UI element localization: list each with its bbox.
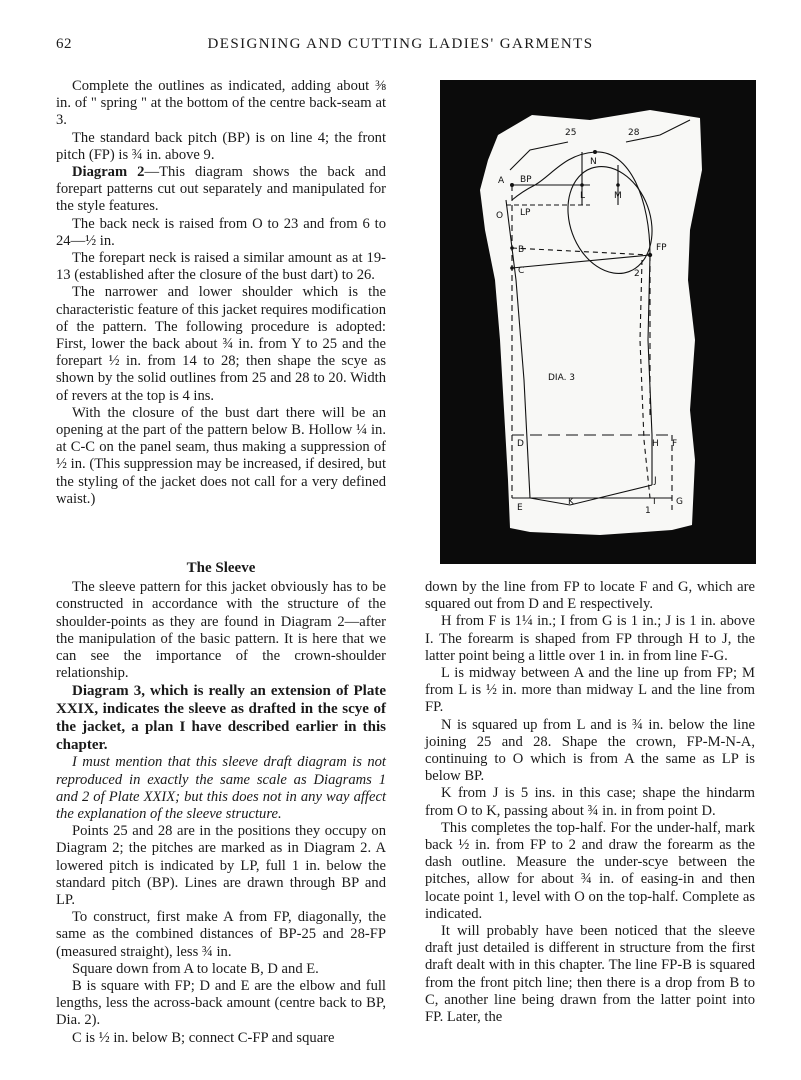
dia-label: O: [496, 211, 504, 221]
dia-label: C: [518, 266, 525, 276]
page-number: 62: [56, 36, 72, 52]
dia-label: E: [517, 503, 523, 513]
paragraph: The sleeve pattern for this jacket obviously has to be constructed in accordance with the structure of the shoulder-points as they are found in Diagram 2—after the manipulation of the basic pattern. It is here that we can see the importance of the crown-shoulder relationship.: [56, 579, 386, 682]
paragraph: The narrower and lower shoulder which is the characteristic feature of this jacket requires modification of the pattern. The following procedure is adopted: First, lower the back about ¾ in. from Y to 25 and the forepart ½ in. from 14 to 28; then shape the scye as shown by the solid outlines from 25 and 28 to 20. Width of revers at the top is 4 ins.: [56, 284, 386, 404]
dia-label: D: [517, 439, 524, 449]
dia-label: K: [568, 497, 574, 507]
dia-label: 1: [645, 506, 651, 516]
paragraph: To construct, first make A from FP, diagonally, the same as the combined distances of BP-25 and 28-FP (measured straight), less ¾ in.: [56, 909, 386, 960]
dia-label: L: [580, 191, 586, 201]
paragraph: Complete the outlines as indicated, adding about ⅜ in. of " spring " at the bottom of the centre back-seam at 3.: [56, 78, 386, 129]
dia-label: B: [518, 245, 525, 255]
paragraph: The forepart neck is raised a similar amount as at 19-13 (established after the closure of the bust dart) to 26.: [56, 250, 386, 284]
paragraph: With the closure of the bust dart there will be an opening at the part of the pattern below B. Hollow ¼ in. at C-C on the panel seam, thus making a suppression of ½ in. (This suppression may be increased, if desired, but the styling of the jacket does not call for a very defined waist.): [56, 404, 386, 507]
dia-label: BP: [520, 175, 532, 185]
right-column: [425, 579, 755, 1026]
diagram-title: DIA. 3: [548, 373, 576, 383]
paragraph: The back neck is raised from O to 23 and from 6 to 24—½ in.: [56, 215, 386, 249]
diagram-3-figure: [440, 80, 756, 564]
paragraph: down by the line from FP to locate F and G, which are squared out from D and E respectively.: [425, 579, 755, 613]
dia-label: G: [676, 497, 683, 507]
diagram-2-label: Diagram 2: [72, 164, 145, 181]
page-header: [46, 36, 755, 60]
dia-label: J: [654, 476, 657, 486]
paragraph: This completes the top-half. For the under-half, mark back ½ in. from FP to 2 and draw the forearm as the dash outline. Measure the under-scye between the pitches, allow for about ¾ in. of easing-in and then locate point 1, level with O on the top-half. Complete as indicated.: [425, 819, 755, 922]
dia-label: H: [652, 439, 659, 449]
section-heading: The Sleeve: [186, 560, 256, 576]
paragraph-bold: Diagram 3, which is really an extension of Plate XXIX, indicates the sleeve as drafted in the scye of the jacket, a plan I have described earlier in this chapter.: [56, 683, 386, 754]
paper-cutout: [480, 110, 702, 535]
paragraph: It will probably have been noticed that the sleeve draft just detailed is different in structure from the first draft dealt with in this chapter. The line FP-B is squared from the front pitch line; then there is a drop from B to C, another line being drawn from the latter point into FP. Later, the: [425, 923, 755, 1026]
paragraph: K from J is 5 ins. in this case; shape the hindarm from O to K, passing about ¾ in. in from point D.: [425, 785, 755, 819]
paragraph: H from F is 1¼ in.; I from G is 1 in.; J is 1 in. above I. The forearm is shaped from FP through H to J, the latter point being a little over 1 in. in from line F-G.: [425, 613, 755, 664]
paragraph: Points 25 and 28 are in the positions they occupy on Diagram 2; the pitches are marked as in Diagram 2. A lowered pitch is indicated by LP, full 1 in. below the standard pitch (BP). Lines are drawn through BP and LP.: [56, 823, 386, 909]
dia-label: A: [498, 176, 505, 186]
paragraph: N is squared up from L and is ¾ in. below the line joining 25 and 28. Shape the crown, FP-M-N-A, continuing to O which is from A the same as LP is below BP.: [425, 716, 755, 785]
dia-label: LP: [520, 208, 531, 218]
paragraph-text: —This diagram shows the back and forepart patterns cut out separately and manipulated for the style features.: [56, 164, 386, 215]
dia-label: N: [590, 157, 597, 167]
dia-label: 28: [628, 128, 640, 138]
left-column-top: [56, 78, 386, 508]
left-column-bottom: [56, 560, 386, 1047]
paragraph: [56, 164, 386, 216]
dia-label: FP: [656, 243, 667, 253]
paragraph: L is midway between A and the line up from FP; M from L is ½ in. more than midway L and the line from FP.: [425, 665, 755, 716]
dia-label: F: [672, 439, 678, 449]
paragraph: C is ½ in. below B; connect C-FP and square: [72, 1029, 335, 1046]
dia-label: 25: [565, 128, 577, 138]
paragraph: Square down from A to locate B, D and E.: [72, 960, 319, 977]
dia-label: M: [614, 191, 622, 201]
sleeve-draft-diagram: [440, 80, 756, 564]
paragraph-italic: I must mention that this sleeve draft diagram is not reproduced in exactly the same scale as Diagrams 1 and 2 of Plate XXIX; but this does not in any way affect the explanation of the sleeve structure.: [56, 754, 386, 823]
dia-label: 2: [634, 269, 640, 279]
dia-label: I: [653, 497, 656, 507]
paragraph: B is square with FP; D and E are the elbow and full lengths, less the across-back amount (centre back to BP, Dia. 2).: [56, 978, 386, 1029]
paragraph: The standard back pitch (BP) is on line 4; the front pitch (FP) is ¾ in. above 9.: [56, 129, 386, 163]
running-title: DESIGNING AND CUTTING LADIES' GARMENTS: [207, 36, 594, 52]
